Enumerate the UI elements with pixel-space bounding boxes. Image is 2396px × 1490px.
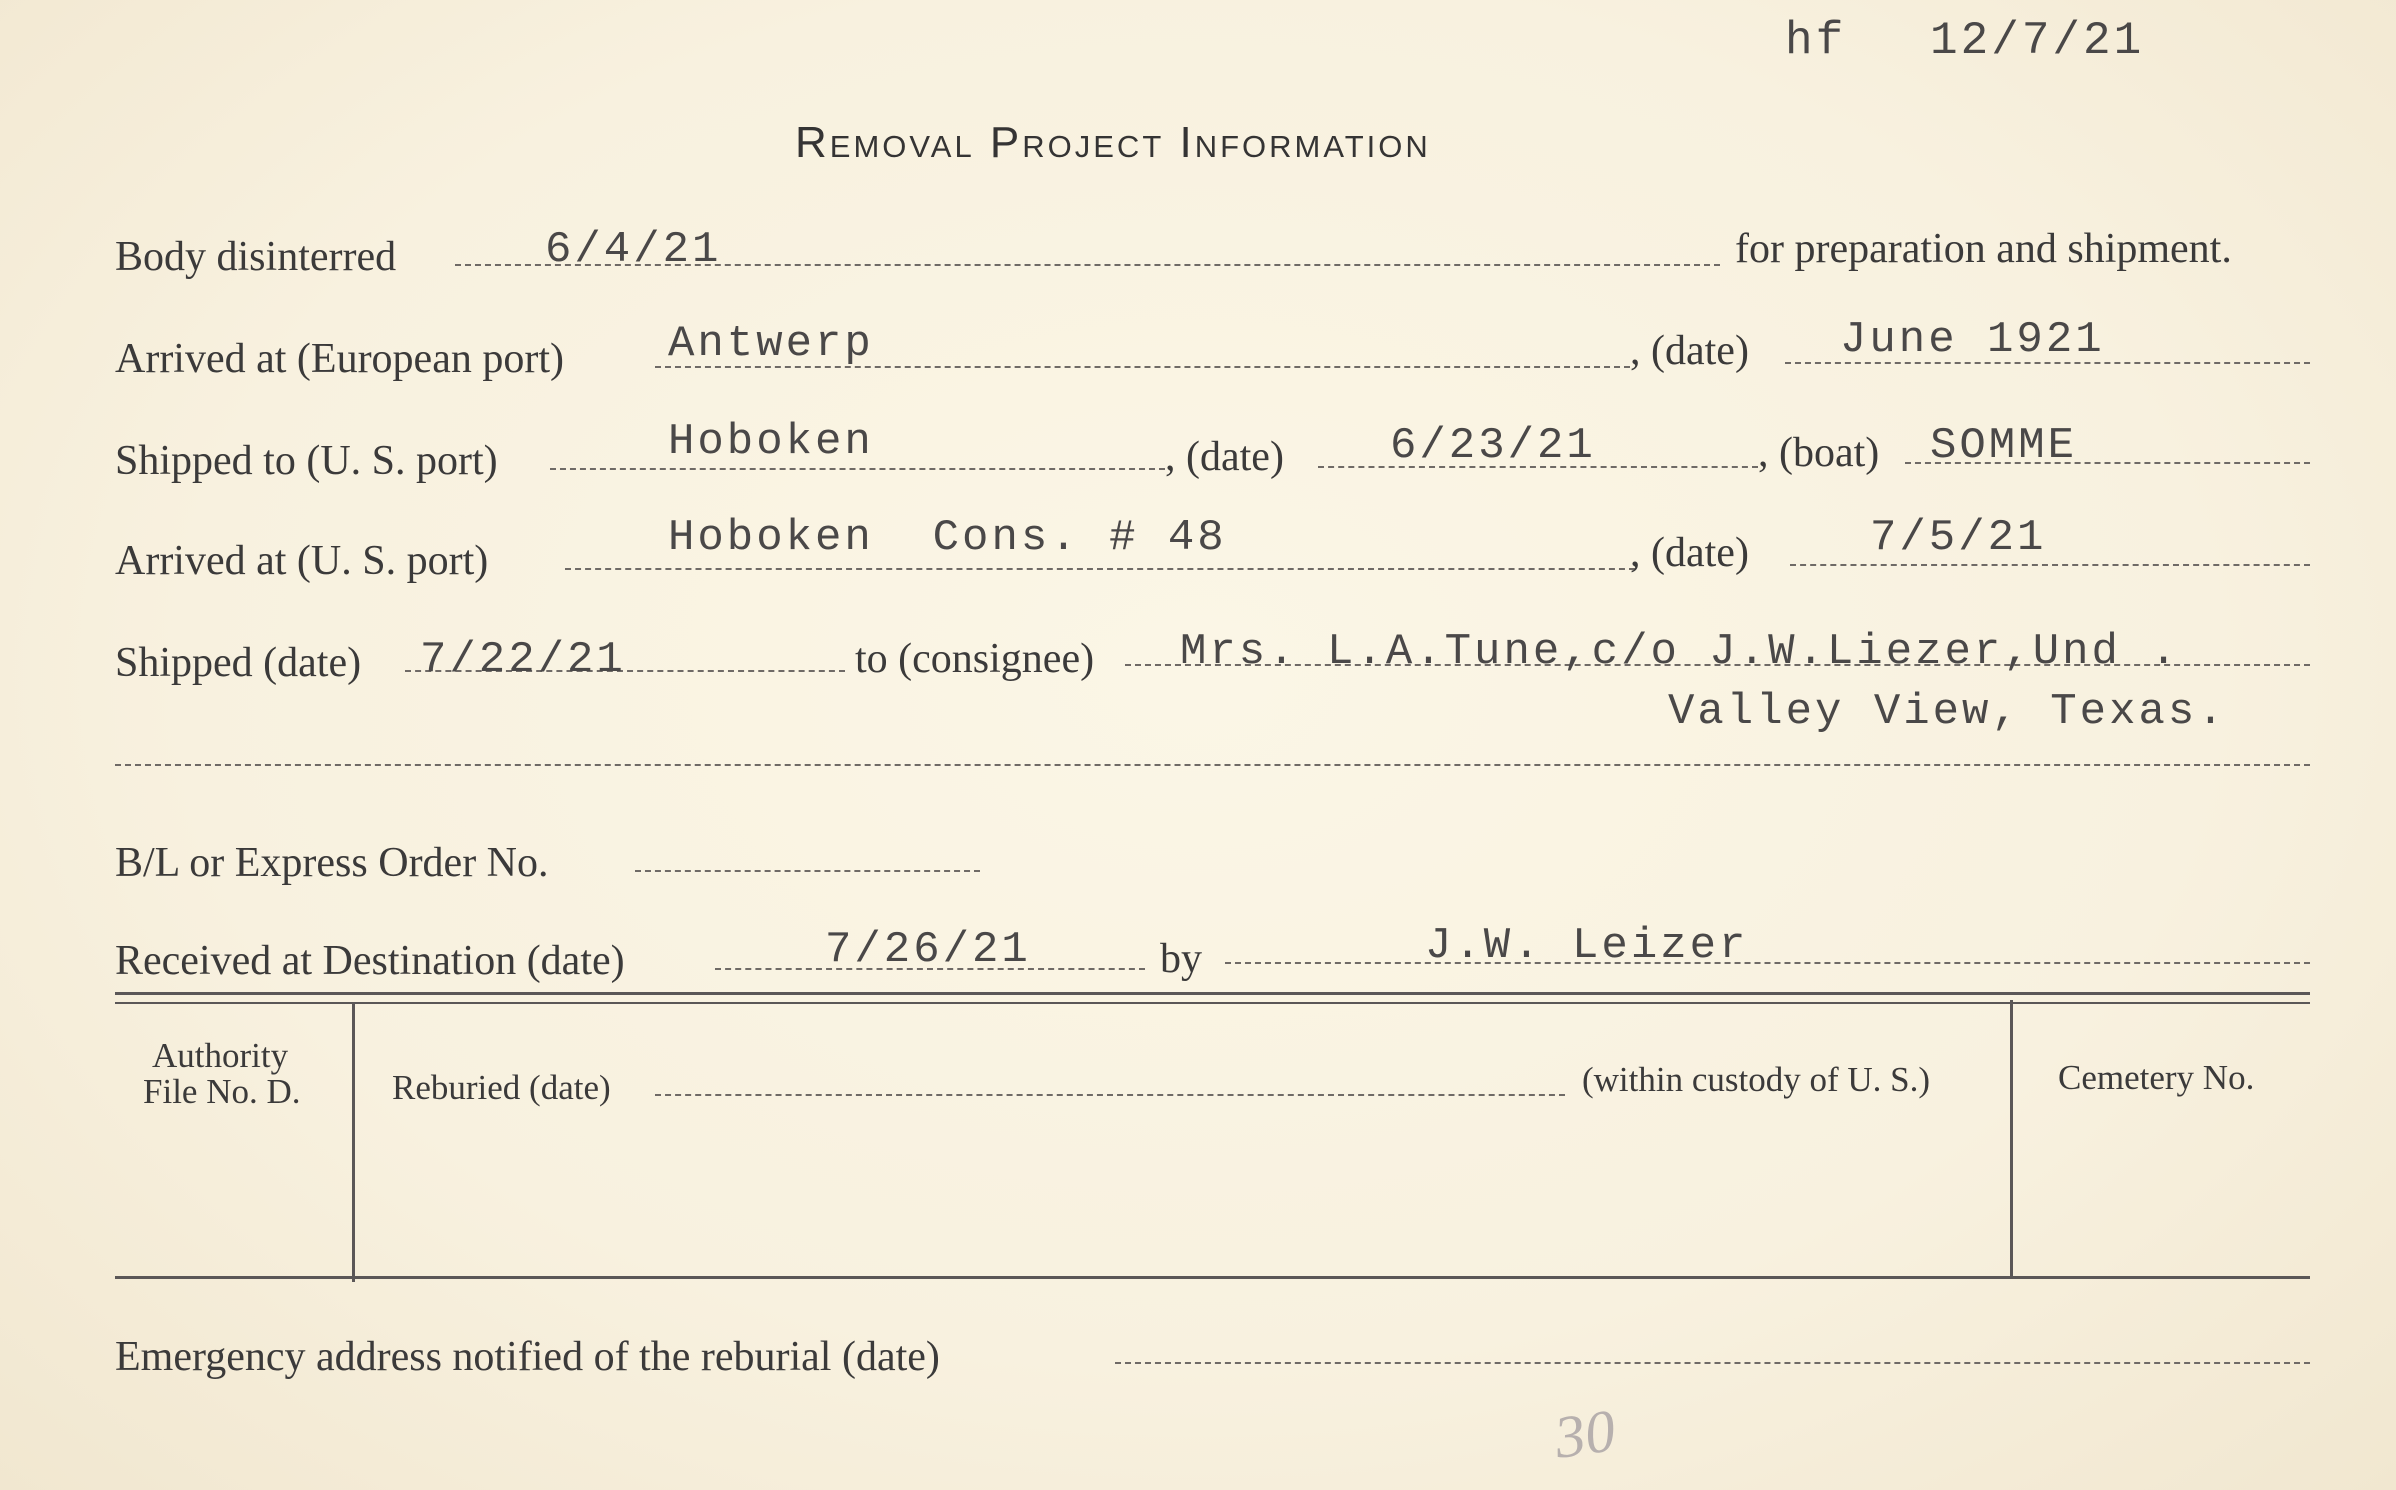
authority-line1: Authority — [152, 1036, 289, 1075]
arrived-us-date-label: , (date) — [1630, 530, 1749, 576]
bl-line — [635, 870, 980, 872]
consignee-label: to (consignee) — [855, 636, 1095, 682]
authority-line2: File No. D. — [143, 1072, 301, 1111]
boat-value: SOMME — [1930, 421, 2078, 471]
cemetery-label: Cemetery No. — [2058, 1058, 2255, 1097]
arrived-us-line — [565, 568, 1635, 570]
emergency-line — [1115, 1362, 2310, 1364]
disinterred-label: Body disinterred — [115, 234, 397, 280]
shipped-date-label: Shipped (date) — [115, 640, 362, 686]
box-top-rule-2 — [115, 1002, 2310, 1004]
shipped-date-value: 7/22/21 — [420, 635, 626, 685]
reburied-line — [655, 1094, 1565, 1096]
disinterred-suffix: for preparation and shipment. — [1735, 226, 2232, 272]
european-date-value: June 1921 — [1840, 315, 2105, 365]
arrived-us-label: Arrived at (U. S. port) — [115, 538, 489, 584]
emergency-label: Emergency address notified of the reburial (date) — [115, 1334, 940, 1380]
european-port-label: Arrived at (European port) — [115, 336, 564, 382]
shipped-us-line — [550, 468, 1165, 470]
arrived-us-date-line — [1790, 564, 2310, 566]
box-divider-left — [352, 1004, 355, 1282]
bl-label: B/L or Express Order No. — [115, 840, 549, 886]
arrived-us-date-value: 7/5/21 — [1870, 513, 2047, 563]
received-by-label: by — [1160, 936, 1202, 982]
received-value: 7/26/21 — [825, 925, 1031, 975]
consignee-line2: Valley View, Texas. — [1668, 687, 2227, 737]
consignee-line1: Mrs. L.A.Tune,c/o J.W.Liezer,Und . — [1180, 627, 2180, 677]
european-port-value: Antwerp — [668, 319, 874, 369]
arrived-us-value: Hoboken Cons. # 48 — [668, 513, 1227, 563]
header-date: 12/7/21 — [1930, 15, 2145, 67]
custody-label: (within custody of U. S.) — [1582, 1060, 1931, 1099]
shipped-us-value: Hoboken — [668, 417, 874, 467]
disinterred-value: 6/4/21 — [545, 225, 722, 275]
pencil-mark: 30 — [1550, 1397, 1620, 1471]
european-date-label: , (date) — [1630, 328, 1749, 374]
shipped-us-date-value: 6/23/21 — [1390, 421, 1596, 471]
boat-label: , (boat) — [1758, 430, 1880, 476]
received-label: Received at Destination (date) — [115, 938, 625, 984]
box-bottom-rule — [115, 1276, 2310, 1279]
consignee-extra-line — [115, 764, 2310, 766]
header-initials: hf — [1785, 15, 1847, 67]
box-divider-right — [2010, 1000, 2013, 1276]
page-title: Removal Project Information — [795, 118, 1431, 167]
reburied-label: Reburied (date) — [392, 1068, 611, 1107]
shipped-us-date-label: , (date) — [1165, 434, 1284, 480]
box-top-rule-1 — [115, 992, 2310, 995]
received-by-line — [1225, 962, 2310, 964]
received-by-value: J.W. Leizer — [1425, 921, 1749, 971]
shipped-us-label: Shipped to (U. S. port) — [115, 438, 498, 484]
